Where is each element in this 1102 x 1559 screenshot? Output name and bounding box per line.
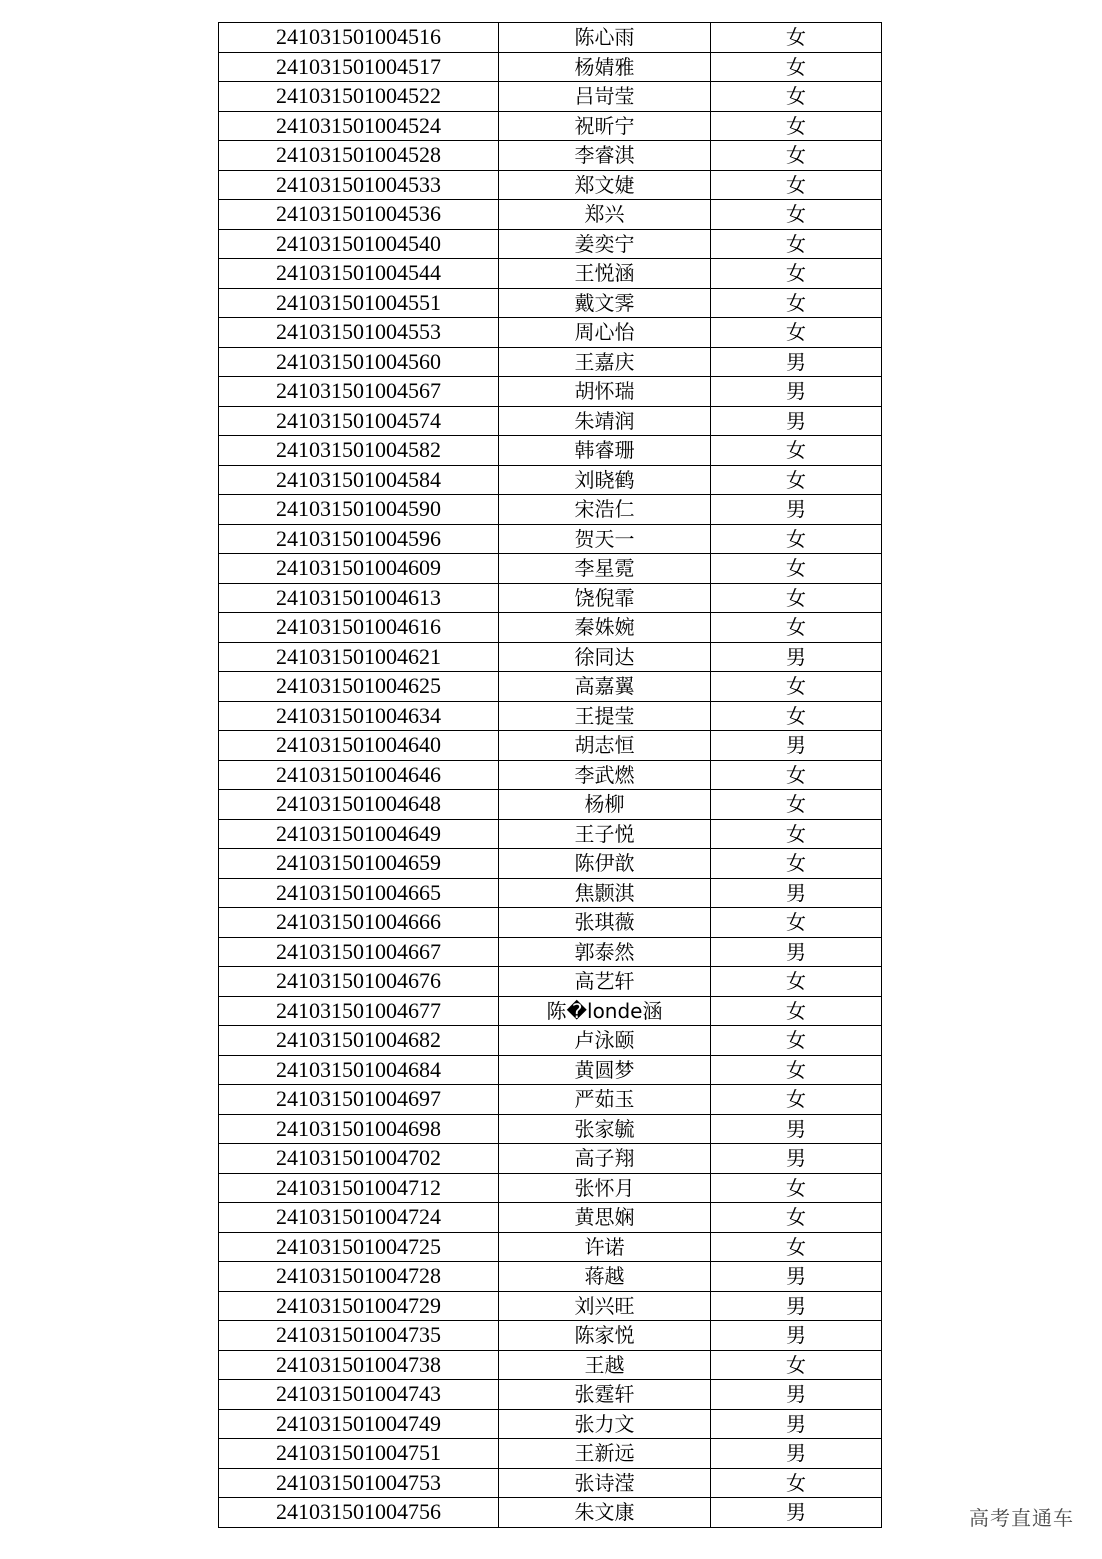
- gender-cell: 女: [711, 111, 882, 141]
- student-name-cell: 饶倪霏: [499, 583, 711, 613]
- gender-cell: 女: [711, 849, 882, 879]
- exam-id-cell: 241031501004516: [219, 23, 499, 53]
- watermark: 高考直通车: [969, 1506, 1074, 1530]
- table-row: [219, 1262, 882, 1292]
- student-name-cell: 祝昕宁: [499, 111, 711, 141]
- table-row: [219, 1055, 882, 1085]
- student-name-cell: 王新远: [499, 1439, 711, 1469]
- table-row: [219, 288, 882, 318]
- exam-id-cell: 241031501004646: [219, 760, 499, 790]
- gender-cell: 男: [711, 1291, 882, 1321]
- exam-id-cell: 241031501004666: [219, 908, 499, 938]
- exam-id-cell: 241031501004751: [219, 1439, 499, 1469]
- gender-cell: 男: [711, 731, 882, 761]
- table-row: [219, 613, 882, 643]
- table-row: [219, 701, 882, 731]
- table-row: [219, 1439, 882, 1469]
- exam-id-cell: 241031501004584: [219, 465, 499, 495]
- gender-cell: 女: [711, 200, 882, 230]
- student-name-cell: 严茹玉: [499, 1085, 711, 1115]
- exam-id-cell: 241031501004560: [219, 347, 499, 377]
- student-name-cell: 焦颢淇: [499, 878, 711, 908]
- student-name-cell: 陈�londe涵: [499, 996, 711, 1026]
- gender-cell: 男: [711, 347, 882, 377]
- table-row: [219, 1409, 882, 1439]
- table-row: [219, 878, 882, 908]
- table-row: [219, 259, 882, 289]
- gender-cell: 女: [711, 701, 882, 731]
- table-row: [219, 849, 882, 879]
- student-name-cell: 宋浩仁: [499, 495, 711, 525]
- exam-id-cell: 241031501004743: [219, 1380, 499, 1410]
- gender-cell: 女: [711, 1350, 882, 1380]
- gender-cell: 女: [711, 908, 882, 938]
- exam-id-cell: 241031501004544: [219, 259, 499, 289]
- student-name-cell: 周心怡: [499, 318, 711, 348]
- exam-id-cell: 241031501004609: [219, 554, 499, 584]
- gender-cell: 女: [711, 524, 882, 554]
- student-name-cell: 张诗滢: [499, 1468, 711, 1498]
- table-row: [219, 672, 882, 702]
- exam-id-cell: 241031501004728: [219, 1262, 499, 1292]
- gender-cell: 女: [711, 1026, 882, 1056]
- exam-id-cell: 241031501004753: [219, 1468, 499, 1498]
- student-name-cell: 李睿淇: [499, 141, 711, 171]
- table-row: [219, 554, 882, 584]
- exam-id-cell: 241031501004659: [219, 849, 499, 879]
- table-row: [219, 1468, 882, 1498]
- gender-cell: 男: [711, 1409, 882, 1439]
- student-name-cell: 张怀月: [499, 1173, 711, 1203]
- exam-id-cell: 241031501004756: [219, 1498, 499, 1528]
- exam-id-cell: 241031501004684: [219, 1055, 499, 1085]
- exam-id-cell: 241031501004735: [219, 1321, 499, 1351]
- gender-cell: 女: [711, 1232, 882, 1262]
- table-row: [219, 937, 882, 967]
- student-name-cell: 王越: [499, 1350, 711, 1380]
- table-row: [219, 790, 882, 820]
- exam-id-cell: 241031501004590: [219, 495, 499, 525]
- table-row: [219, 82, 882, 112]
- exam-id-cell: 241031501004533: [219, 170, 499, 200]
- exam-id-cell: 241031501004725: [219, 1232, 499, 1262]
- exam-id-cell: 241031501004724: [219, 1203, 499, 1233]
- table-row: [219, 1321, 882, 1351]
- exam-id-cell: 241031501004749: [219, 1409, 499, 1439]
- gender-cell: 女: [711, 259, 882, 289]
- gender-cell: 男: [711, 495, 882, 525]
- table-row: [219, 583, 882, 613]
- roster-table-body: [219, 23, 882, 1528]
- exam-id-cell: 241031501004729: [219, 1291, 499, 1321]
- gender-cell: 女: [711, 613, 882, 643]
- student-name-cell: 贺天一: [499, 524, 711, 554]
- exam-id-cell: 241031501004738: [219, 1350, 499, 1380]
- table-row: [219, 1380, 882, 1410]
- student-name-cell: 郑兴: [499, 200, 711, 230]
- table-row: [219, 996, 882, 1026]
- table-row: [219, 318, 882, 348]
- gender-cell: 男: [711, 1380, 882, 1410]
- gender-cell: 女: [711, 1055, 882, 1085]
- student-name-cell: 胡志恒: [499, 731, 711, 761]
- gender-cell: 男: [711, 1321, 882, 1351]
- exam-id-cell: 241031501004621: [219, 642, 499, 672]
- gender-cell: 女: [711, 967, 882, 997]
- exam-id-cell: 241031501004536: [219, 200, 499, 230]
- table-row: [219, 406, 882, 436]
- gender-cell: 女: [711, 465, 882, 495]
- exam-id-cell: 241031501004522: [219, 82, 499, 112]
- exam-id-cell: 241031501004540: [219, 229, 499, 259]
- table-row: [219, 1144, 882, 1174]
- student-name-cell: 高嘉翼: [499, 672, 711, 702]
- table-row: [219, 377, 882, 407]
- table-row: [219, 23, 882, 53]
- exam-id-cell: 241031501004524: [219, 111, 499, 141]
- table-row: [219, 1203, 882, 1233]
- table-row: [219, 111, 882, 141]
- exam-id-cell: 241031501004574: [219, 406, 499, 436]
- table-row: [219, 967, 882, 997]
- table-row: [219, 1232, 882, 1262]
- gender-cell: 男: [711, 377, 882, 407]
- gender-cell: 男: [711, 1498, 882, 1528]
- exam-id-cell: 241031501004596: [219, 524, 499, 554]
- student-name-cell: 王提莹: [499, 701, 711, 731]
- table-row: [219, 642, 882, 672]
- exam-id-cell: 241031501004567: [219, 377, 499, 407]
- student-name-cell: 陈心雨: [499, 23, 711, 53]
- gender-cell: 男: [711, 1262, 882, 1292]
- gender-cell: 女: [711, 996, 882, 1026]
- student-name-cell: 韩睿珊: [499, 436, 711, 466]
- table-row: [219, 170, 882, 200]
- gender-cell: 男: [711, 1439, 882, 1469]
- student-name-cell: 秦姝婉: [499, 613, 711, 643]
- table-row: [219, 495, 882, 525]
- table-row: [219, 200, 882, 230]
- exam-id-cell: 241031501004697: [219, 1085, 499, 1115]
- table-row: [219, 52, 882, 82]
- gender-cell: 男: [711, 878, 882, 908]
- student-name-cell: 黄思娴: [499, 1203, 711, 1233]
- gender-cell: 男: [711, 1144, 882, 1174]
- table-row: [219, 1498, 882, 1528]
- table-row: [219, 524, 882, 554]
- exam-id-cell: 241031501004698: [219, 1114, 499, 1144]
- student-name-cell: 吕岢莹: [499, 82, 711, 112]
- student-name-cell: 许诺: [499, 1232, 711, 1262]
- exam-id-cell: 241031501004702: [219, 1144, 499, 1174]
- table-row: [219, 347, 882, 377]
- exam-id-cell: 241031501004551: [219, 288, 499, 318]
- student-name-cell: 王子悦: [499, 819, 711, 849]
- exam-id-cell: 241031501004649: [219, 819, 499, 849]
- gender-cell: 女: [711, 170, 882, 200]
- student-name-cell: 刘兴旺: [499, 1291, 711, 1321]
- exam-id-cell: 241031501004667: [219, 937, 499, 967]
- student-name-cell: 王悦涵: [499, 259, 711, 289]
- gender-cell: 女: [711, 583, 882, 613]
- gender-cell: 女: [711, 1173, 882, 1203]
- table-row: [219, 1026, 882, 1056]
- student-name-cell: 张家毓: [499, 1114, 711, 1144]
- student-name-cell: 高子翔: [499, 1144, 711, 1174]
- student-name-cell: 卢泳颐: [499, 1026, 711, 1056]
- gender-cell: 女: [711, 672, 882, 702]
- student-name-cell: 郑文婕: [499, 170, 711, 200]
- student-name-cell: 陈伊歆: [499, 849, 711, 879]
- exam-id-cell: 241031501004677: [219, 996, 499, 1026]
- exam-id-cell: 241031501004648: [219, 790, 499, 820]
- gender-cell: 女: [711, 554, 882, 584]
- exam-id-cell: 241031501004613: [219, 583, 499, 613]
- student-name-cell: 陈家悦: [499, 1321, 711, 1351]
- exam-id-cell: 241031501004676: [219, 967, 499, 997]
- table-row: [219, 1350, 882, 1380]
- roster-table: [218, 22, 882, 1528]
- gender-cell: 女: [711, 760, 882, 790]
- gender-cell: 女: [711, 790, 882, 820]
- exam-id-cell: 241031501004582: [219, 436, 499, 466]
- student-name-cell: 高艺轩: [499, 967, 711, 997]
- exam-id-cell: 241031501004665: [219, 878, 499, 908]
- gender-cell: 男: [711, 1114, 882, 1144]
- student-name-cell: 朱靖润: [499, 406, 711, 436]
- student-name-cell: 王嘉庆: [499, 347, 711, 377]
- student-name-cell: 张琪薇: [499, 908, 711, 938]
- exam-id-cell: 241031501004712: [219, 1173, 499, 1203]
- student-name-cell: 戴文霁: [499, 288, 711, 318]
- exam-id-cell: 241031501004553: [219, 318, 499, 348]
- table-row: [219, 1085, 882, 1115]
- student-name-cell: 张力文: [499, 1409, 711, 1439]
- gender-cell: 女: [711, 288, 882, 318]
- student-name-cell: 张霆轩: [499, 1380, 711, 1410]
- student-name-cell: 徐同达: [499, 642, 711, 672]
- student-name-cell: 黄圆梦: [499, 1055, 711, 1085]
- student-name-cell: 杨柳: [499, 790, 711, 820]
- gender-cell: 女: [711, 229, 882, 259]
- student-name-cell: 杨婧雅: [499, 52, 711, 82]
- table-row: [219, 908, 882, 938]
- student-name-cell: 朱文康: [499, 1498, 711, 1528]
- gender-cell: 女: [711, 52, 882, 82]
- gender-cell: 女: [711, 318, 882, 348]
- exam-id-cell: 241031501004682: [219, 1026, 499, 1056]
- gender-cell: 女: [711, 141, 882, 171]
- exam-id-cell: 241031501004528: [219, 141, 499, 171]
- exam-id-cell: 241031501004640: [219, 731, 499, 761]
- gender-cell: 女: [711, 436, 882, 466]
- gender-cell: 男: [711, 406, 882, 436]
- exam-id-cell: 241031501004634: [219, 701, 499, 731]
- table-row: [219, 819, 882, 849]
- exam-id-cell: 241031501004517: [219, 52, 499, 82]
- table-row: [219, 465, 882, 495]
- table-row: [219, 1114, 882, 1144]
- student-name-cell: 姜奕宁: [499, 229, 711, 259]
- student-name-cell: 蒋越: [499, 1262, 711, 1292]
- gender-cell: 女: [711, 819, 882, 849]
- table-row: [219, 1173, 882, 1203]
- gender-cell: 女: [711, 23, 882, 53]
- gender-cell: 女: [711, 1085, 882, 1115]
- table-row: [219, 731, 882, 761]
- student-name-cell: 刘晓鹤: [499, 465, 711, 495]
- gender-cell: 男: [711, 937, 882, 967]
- gender-cell: 女: [711, 1468, 882, 1498]
- student-name-cell: 郭泰然: [499, 937, 711, 967]
- student-name-cell: 李武燃: [499, 760, 711, 790]
- table-row: [219, 760, 882, 790]
- table-row: [219, 1291, 882, 1321]
- table-row: [219, 141, 882, 171]
- table-row: [219, 229, 882, 259]
- exam-id-cell: 241031501004616: [219, 613, 499, 643]
- gender-cell: 女: [711, 82, 882, 112]
- gender-cell: 男: [711, 642, 882, 672]
- exam-id-cell: 241031501004625: [219, 672, 499, 702]
- gender-cell: 女: [711, 1203, 882, 1233]
- table-row: [219, 436, 882, 466]
- student-name-cell: 胡怀瑞: [499, 377, 711, 407]
- student-name-cell: 李星霓: [499, 554, 711, 584]
